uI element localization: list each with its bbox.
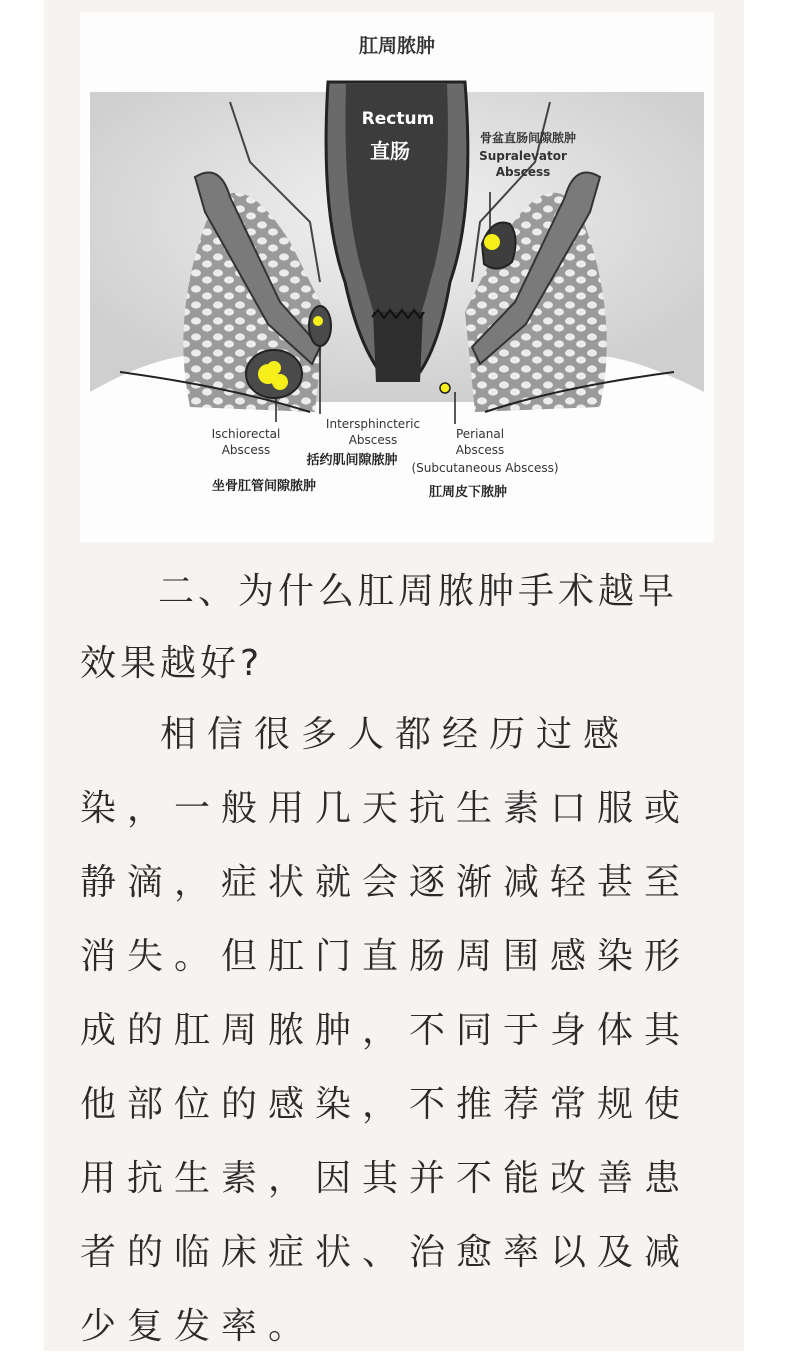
- intersphincteric-label-cn: 括约肌间隙脓肿: [306, 453, 398, 468]
- perianal-label-en-1: Perianal: [455, 427, 505, 441]
- ischiorectal-label-cn: 坐骨肛管间隙脓肿: [211, 479, 317, 494]
- ischiorectal-label-en-1: Ischiorectal: [211, 427, 281, 441]
- anatomy-figure: [80, 12, 714, 542]
- perianal-abscess-diagram: [80, 12, 714, 542]
- figure-title: 肛周脓肿: [358, 35, 436, 57]
- anal-canal: [373, 312, 423, 382]
- article-page: [44, 0, 744, 1351]
- intersphincteric-pocket: [309, 306, 331, 346]
- ischiorectal-abscess-marker-3: [267, 361, 281, 375]
- supralevator-label-en-1: Supralevator: [479, 149, 567, 163]
- supralevator-label-cn: 骨盆直肠间隙脓肿: [479, 131, 577, 145]
- supralevator-abscess-marker: [484, 234, 500, 250]
- body-paragraph: 相信很多人都经历过感染，一般用几天抗生素口服或静滴，症状就会逐渐减轻甚至消失。但肛门直肠周围感染形成的肛周脓肿，不同于身体其他部位的感染，不推荐常规使用抗生素，因其并不能改善患者的临床症状、治愈率以及减少复发率。: [80, 714, 692, 1347]
- intersphincteric-label-en-1: Intersphincteric: [325, 417, 421, 431]
- section-heading: 二、为什么肛周脓肿手术越早效果越好?: [80, 571, 679, 684]
- supralevator-label-en-2: Abscess: [495, 165, 551, 179]
- perianal-abscess-marker: [440, 383, 450, 393]
- ischiorectal-abscess-marker-2: [272, 374, 288, 390]
- intersphincteric-abscess-marker: [313, 316, 323, 326]
- intersphincteric-label-en-2: Abscess: [348, 433, 398, 447]
- perianal-label-en-2: Abscess: [455, 443, 505, 457]
- rectum-label-cn: 直肠: [370, 139, 410, 163]
- perianal-label-cn: 肛周皮下脓肿: [428, 485, 508, 500]
- ischiorectal-label-en-2: Abscess: [221, 443, 271, 457]
- rectum-label-en: Rectum: [361, 109, 435, 129]
- perianal-label-en-3: (Subcutaneous Abscess): [411, 461, 559, 475]
